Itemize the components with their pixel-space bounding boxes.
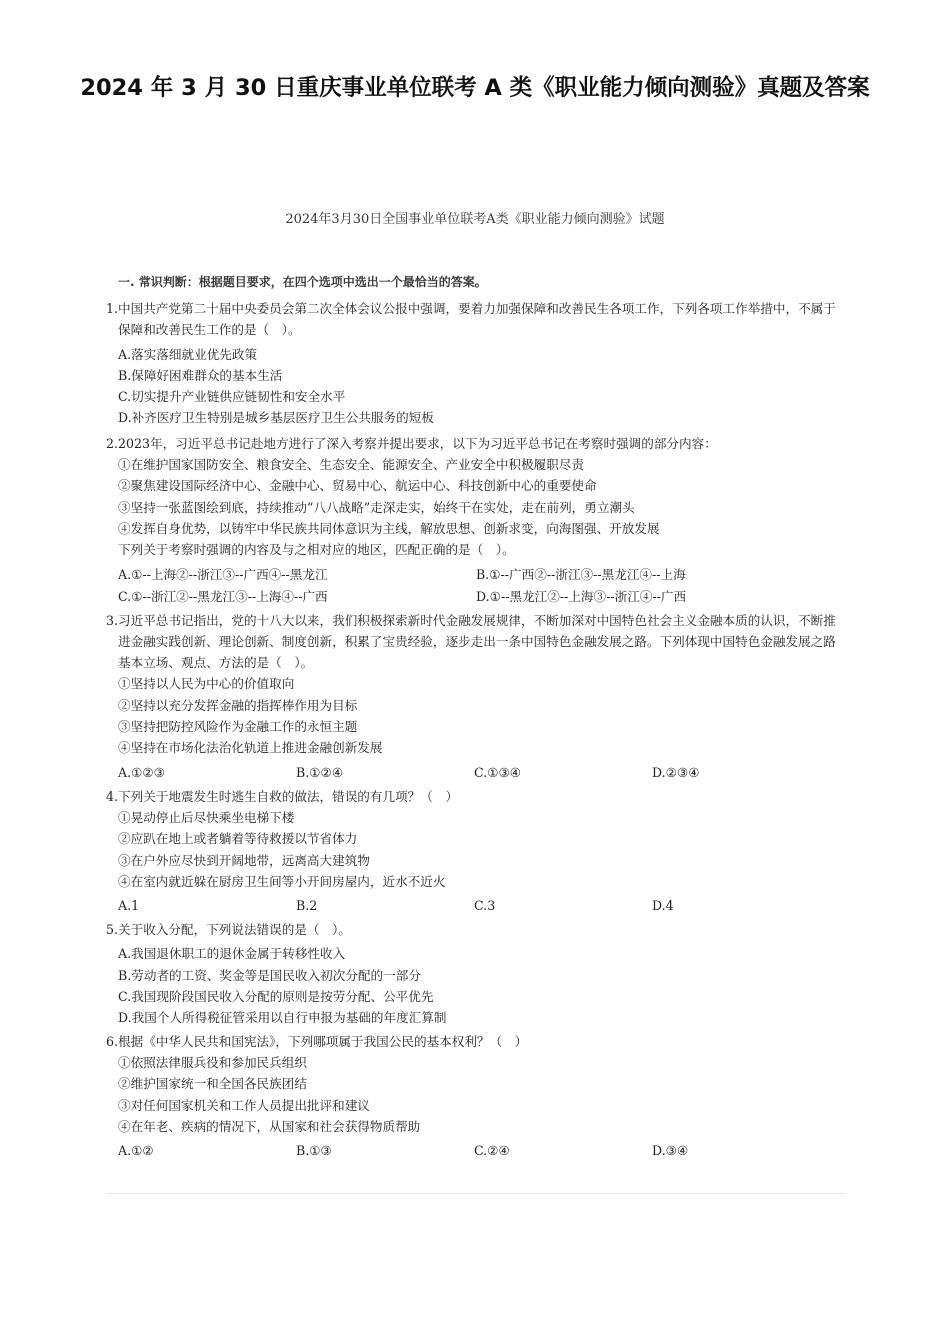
question-6 [106, 1031, 846, 1162]
statement-item: ④发挥自身优势，以铸牢中华民族共同体意识为主线，解放思想、创新求变，向海图强、开放发展 [118, 520, 660, 536]
question-stem: 6.根据《中华人民共和国宪法》，下列哪项属于我国公民的基本权利？（ ） [106, 1033, 528, 1049]
option-d: D.①--黑龙江②--上海③--浙江④--广西 [476, 588, 687, 604]
option-d: D.补齐医疗卫生特别是城乡基层医疗卫生公共服务的短板 [118, 410, 434, 426]
option-a: A.1 [118, 898, 140, 914]
option-c: C.①③④ [474, 764, 522, 780]
option-c: C.3 [474, 898, 496, 914]
question-3 [106, 610, 846, 784]
option-a: A.我国退休职工的退休金属于转移性收入 [118, 946, 346, 962]
option-b: B.劳动者的工资、奖金等是国民收入初次分配的一部分 [118, 967, 421, 983]
options-row [106, 564, 846, 608]
option-a: A.①② [118, 1143, 154, 1159]
option-b: B.①--广西②--浙江③--黑龙江④--上海 [476, 566, 686, 582]
option-a: A.①--上海②--浙江③--广西④--黑龙江 [118, 566, 328, 582]
option-c: C.②④ [474, 1143, 510, 1159]
question-stem: 4.下列关于地震发生时逃生自救的做法，错误的有几项？（ ） [106, 788, 459, 804]
statement-item: ②聚焦建设国际经济中心、金融中心、贸易中心、航运中心、科技创新中心的重要使命 [118, 478, 597, 494]
option-b: B.①③ [296, 1143, 332, 1159]
page-divider [106, 1193, 846, 1194]
question-2 [106, 433, 846, 608]
question-stem: 3.习近平总书记指出，党的十八大以来，我们积极探索新时代金融发展规律，不断加深对中国特色社会主义金融本质的认识，不断推进金融实践创新、理论创新、制度创新，积累了宝贵经验，逐步走出一条中国特色金融发展之路。下列体现中国特色金融发展之路基本立场、观点、方法的是（ ）。 [106, 612, 836, 671]
statement-item: ④坚持在市场化法治化轨道上推进金融创新发展 [118, 740, 383, 756]
question-stem: 2.2023年，习近平总书记赴地方进行了深入考察并提出要求，以下为习近平总书记在考察时强调的部分内容： [106, 435, 717, 451]
statement-item: ③坚持一张蓝图绘到底，持续推动“八八战略”走深走实，始终干在实处，走在前列，勇立潮头 [118, 499, 635, 515]
statement-item: ②维护国家统一和全国各民族团结 [118, 1076, 307, 1092]
option-d: D.②③④ [652, 764, 700, 780]
statement-item: ①在维护国家国防安全、粮食安全、生态安全、能源安全、产业安全中积极履职尽责 [118, 457, 584, 473]
document-subtitle: 2024年3月30日全国事业单位联考A类《职业能力倾向测验》试题 [285, 212, 665, 227]
option-b: B.保障好困难群众的基本生活 [118, 367, 283, 383]
question-1 [106, 298, 846, 429]
options-row [106, 762, 846, 784]
option-b: B.2 [296, 898, 318, 914]
question-stem: 1.中国共产党第二十届中央委员会第二次全体会议公报中强调，要着力加强保障和改善民生各项工作，下列各项工作举措中，不属于保障和改善民生工作的是（ ）。 [106, 301, 836, 338]
option-b: B.①②④ [296, 764, 344, 780]
option-c: C.我国现阶段国民收入分配的原则是按劳分配、公平优先 [118, 989, 434, 1005]
question-prompt: 下列关于考察时强调的内容及与之相对应的地区，匹配正确的是（ ）。 [118, 542, 515, 558]
statement-item: ①晃动停止后尽快乘坐电梯下楼 [118, 809, 295, 825]
statement-item: ④在年老、疾病的情况下，从国家和社会获得物质帮助 [118, 1118, 421, 1134]
question-4 [106, 786, 846, 917]
option-a: A.①②③ [118, 764, 165, 780]
statement-item: ②应趴在地上或者躺着等待救援以节省体力 [118, 831, 358, 847]
statement-item: ③对任何国家机关和工作人员提出批评和建议 [118, 1097, 370, 1113]
option-c: C.①--浙江②--黑龙江③--上海④--广西 [118, 588, 328, 604]
statement-item: ①坚持以人民为中心的价值取向 [118, 676, 295, 692]
statement-item: ④在室内就近躲在厨房卫生间等小开间房屋内，近水不近火 [118, 873, 446, 889]
option-d: D.③④ [652, 1143, 689, 1159]
question-5 [106, 919, 846, 1028]
options-row [106, 895, 846, 917]
section-heading: 一. 常识判断：根据题目要求，在四个选项中选出一个最恰当的答案。 [118, 275, 487, 289]
document-title: 2024 年 3 月 30 日重庆事业单位联考 A 类《职业能力倾向测验》真题及答案 [80, 75, 870, 101]
statement-item: ③在户外应尽快到开阔地带，远离高大建筑物 [118, 852, 370, 868]
option-a: A.落实落细就业优先政策 [118, 346, 258, 362]
options-row [106, 1140, 846, 1162]
question-stem: 5.关于收入分配，下列说法错误的是（ ）。 [106, 922, 351, 938]
statement-item: ③坚持把防控风险作为金融工作的永恒主题 [118, 719, 358, 735]
option-d: D.我国个人所得税征管采用以自行申报为基础的年度汇算制 [118, 1010, 447, 1026]
option-c: C.切实提升产业链供应链韧性和安全水平 [118, 389, 346, 405]
option-d: D.4 [652, 898, 674, 914]
question-list [106, 272, 846, 1162]
statement-item: ①依照法律服兵役和参加民兵组织 [118, 1054, 307, 1070]
statement-item: ②坚持以充分发挥金融的指挥棒作用为目标 [118, 697, 358, 713]
